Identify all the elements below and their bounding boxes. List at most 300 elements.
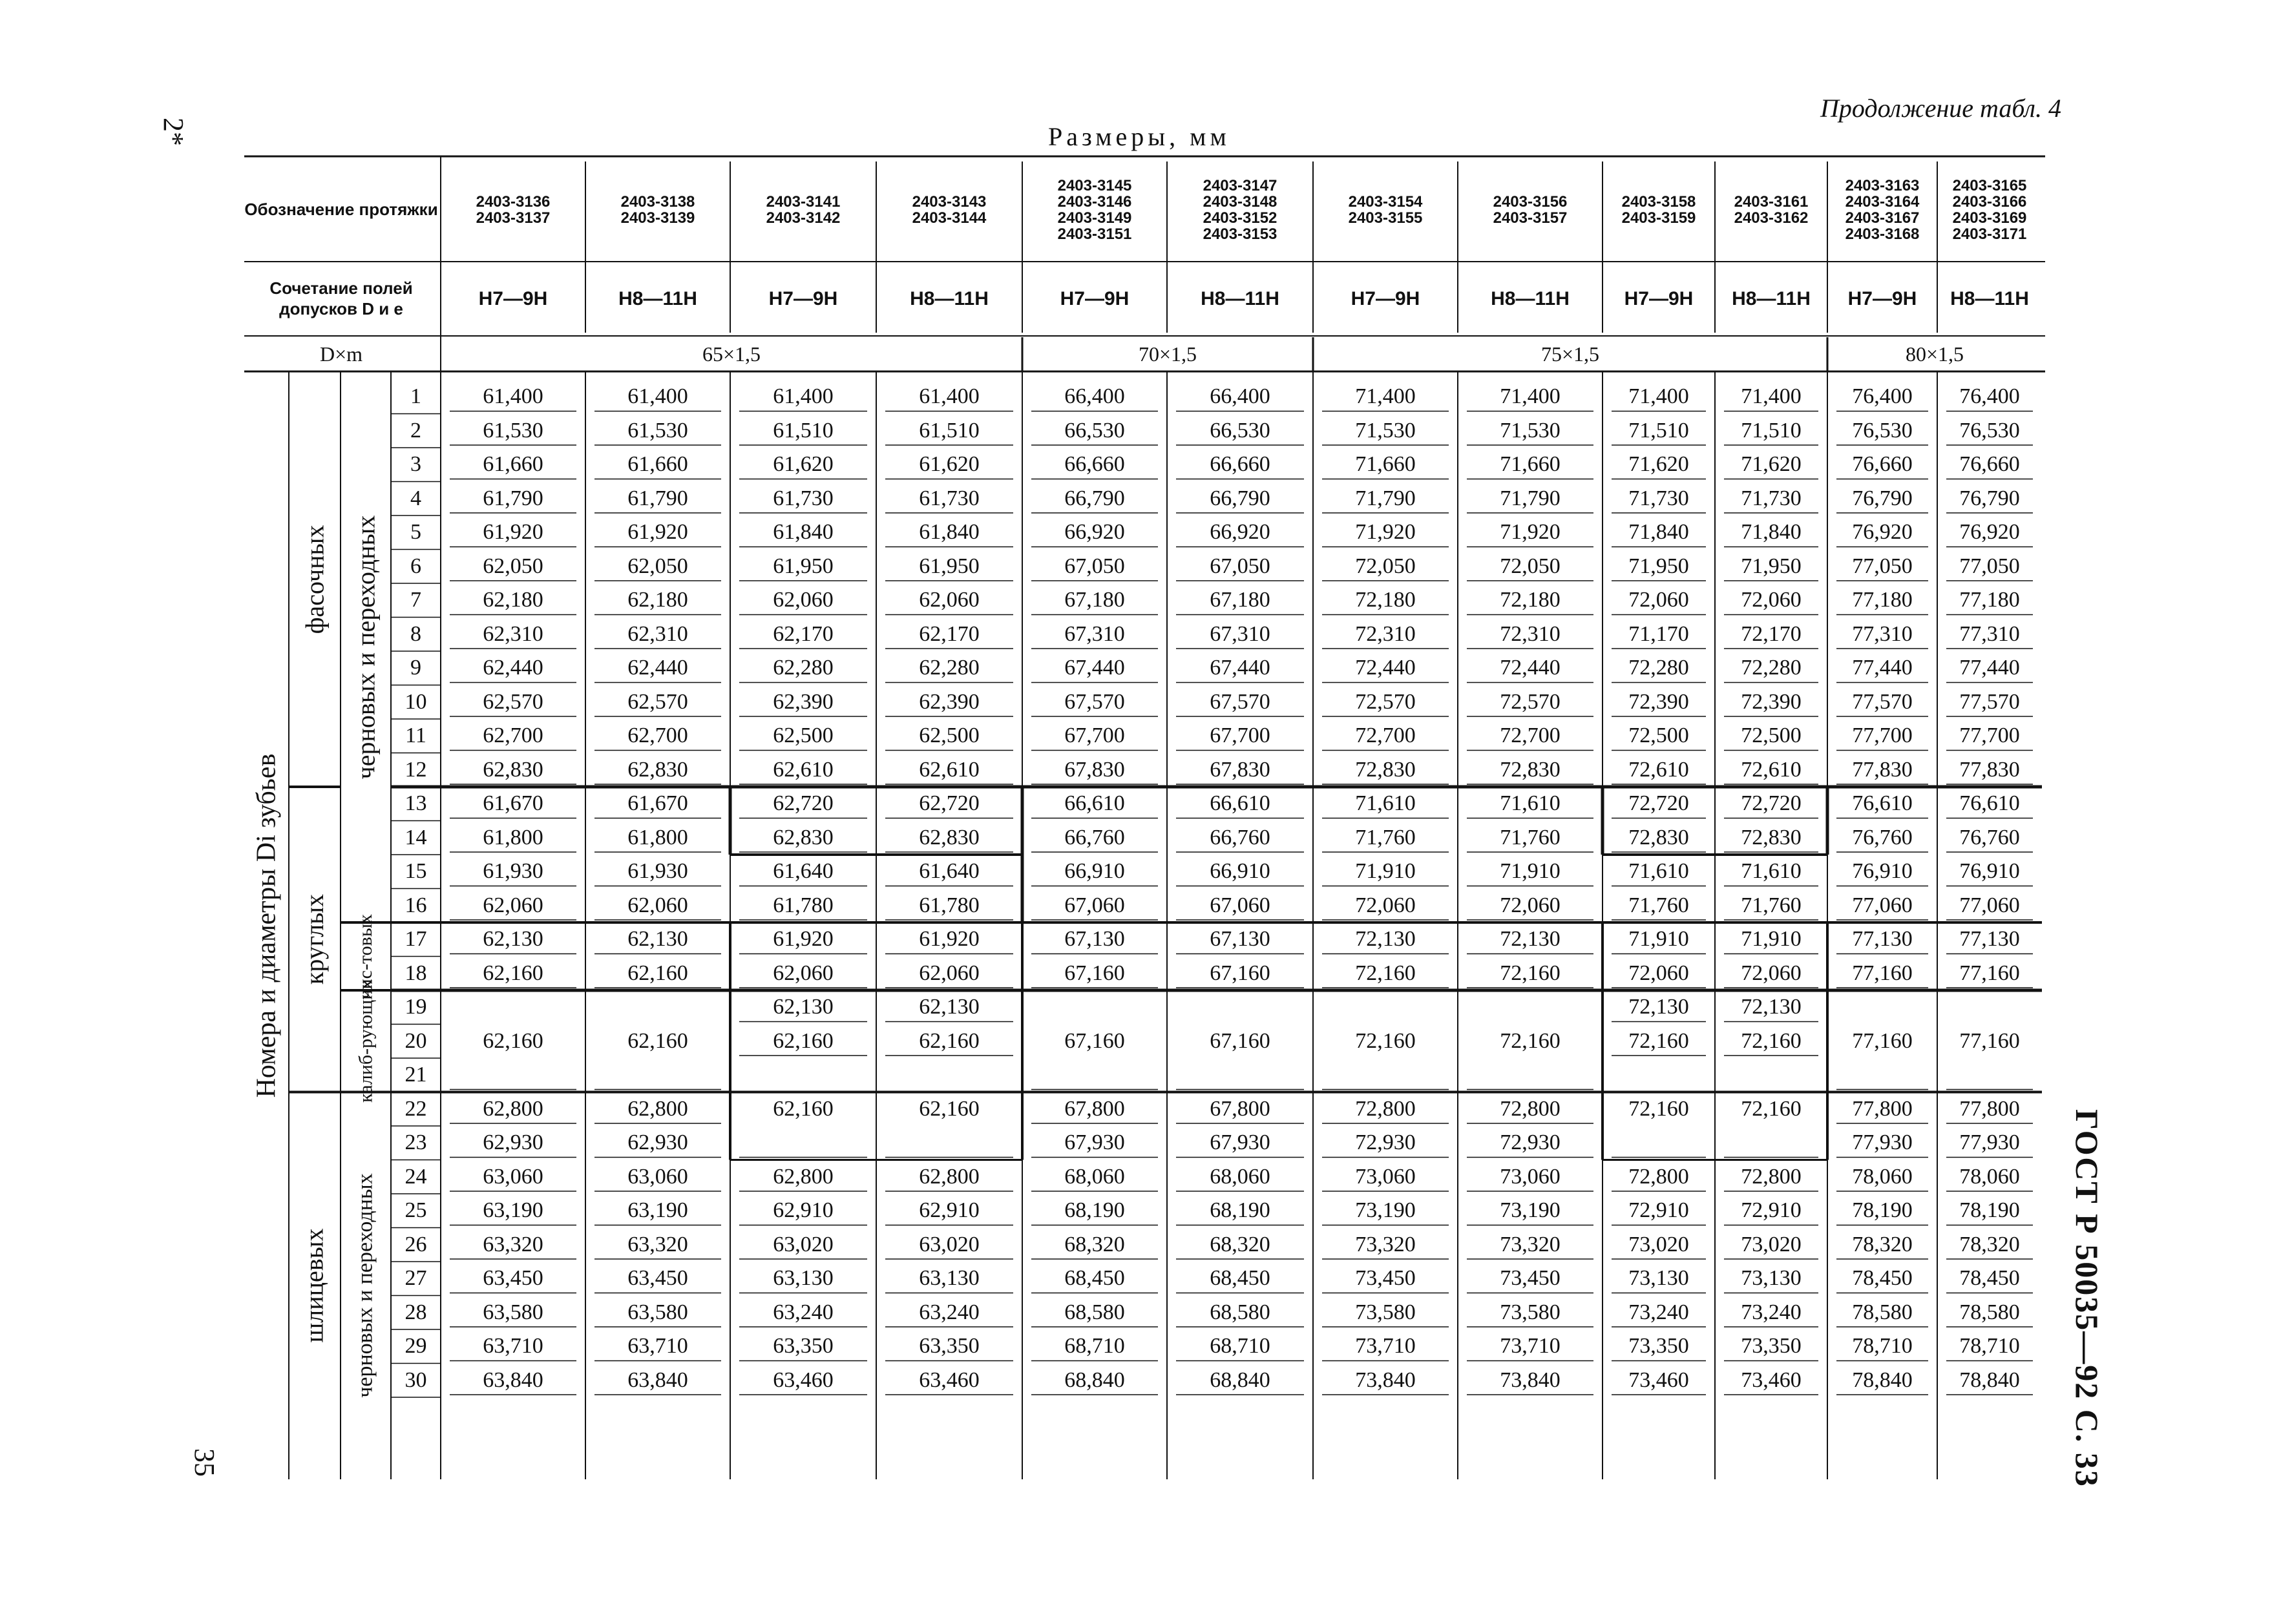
data-cell: 61,670 [483, 791, 543, 816]
data-cell: 72,060 [1628, 961, 1689, 985]
data-cell: 63,060 [627, 1164, 688, 1189]
data-cell: 68,580 [1210, 1300, 1270, 1324]
data-cell: 72,160 [1628, 1096, 1689, 1121]
data-cell: 62,610 [773, 757, 834, 782]
data-cell: 76,660 [1959, 452, 2020, 477]
data-cell: 76,610 [1852, 791, 1913, 816]
data-cell: 61,920 [773, 927, 834, 952]
data-cell: 63,240 [773, 1300, 834, 1324]
data-cell: 77,440 [1852, 656, 1913, 680]
data-cell: 71,530 [1500, 418, 1561, 442]
data-cell: 77,570 [1852, 689, 1913, 714]
data-cell: 76,530 [1959, 418, 2020, 442]
designation-col-12 [1937, 161, 2042, 258]
data-cell: 62,060 [773, 961, 834, 985]
data-cell: 62,130 [483, 927, 543, 952]
data-cell: 62,910 [773, 1198, 834, 1223]
row-number: 1 [410, 384, 421, 409]
data-cell: 68,320 [1210, 1232, 1270, 1256]
data-cell: 61,950 [919, 554, 980, 578]
side-document-label: ГОСТ Р 50035—92 С. 33 [2069, 1109, 2105, 1488]
data-cell: 61,800 [483, 825, 543, 849]
data-cell: 76,790 [1959, 486, 2020, 510]
data-cell: 78,710 [1852, 1334, 1913, 1359]
row-number: 13 [405, 791, 427, 816]
data-cell: 63,460 [919, 1368, 980, 1392]
data-cell: 62,930 [627, 1130, 688, 1155]
data-cell: 72,160 [1741, 1096, 1802, 1121]
data-cell: 72,800 [1741, 1164, 1802, 1189]
sub-label-kalibruyushchikh: калиб-рующих [355, 979, 377, 1103]
data-cell: 72,170 [1741, 621, 1802, 646]
data-cell: 71,910 [1628, 927, 1689, 952]
data-cell: 72,130 [1500, 927, 1561, 952]
data-cell: 67,160 [1064, 961, 1125, 985]
data-cell: 67,060 [1064, 893, 1125, 917]
data-cell: 71,760 [1500, 825, 1561, 849]
data-cell: 72,830 [1628, 825, 1689, 849]
data-cell: 62,830 [773, 825, 834, 849]
data-cell: 62,390 [773, 689, 834, 714]
designation-code: 2403-3157 [1493, 209, 1568, 227]
tolerance-col-4: H8—11H [910, 287, 989, 309]
data-cell: 61,620 [773, 452, 834, 477]
data-cell: 61,730 [773, 486, 834, 510]
designation-col-5 [1022, 161, 1167, 258]
designation-code: 2403-3168 [1845, 225, 1920, 244]
group-label-kruglykh: круглых [300, 894, 329, 985]
data-cell: 63,710 [627, 1334, 688, 1359]
data-cell: 63,840 [627, 1368, 688, 1392]
data-cell: 71,840 [1628, 520, 1689, 545]
designation-code: 2403-3146 [1057, 193, 1132, 211]
data-cell: 61,920 [627, 520, 688, 545]
data-cell: 62,060 [919, 961, 980, 985]
data-cell: 72,500 [1741, 724, 1802, 748]
designation-code: 2403-3138 [620, 193, 695, 211]
row-number: 18 [405, 961, 427, 985]
data-cell: 71,730 [1741, 486, 1802, 510]
data-cell: 71,950 [1741, 554, 1802, 578]
data-cell: 72,700 [1355, 724, 1416, 748]
designation-code: 2403-3149 [1057, 209, 1132, 227]
tolerance-col-11: H7—9H [1847, 287, 1917, 309]
data-cell: 71,730 [1628, 486, 1689, 510]
data-cell: 72,830 [1741, 825, 1802, 849]
data-cell: 63,580 [483, 1300, 543, 1324]
tolerance-col-10: H8—11H [1732, 287, 1811, 309]
data-cell: 62,280 [919, 656, 980, 680]
data-cell: 73,320 [1355, 1232, 1416, 1256]
data-cell: 62,160 [627, 1028, 688, 1053]
data-cell: 73,580 [1500, 1300, 1561, 1324]
designation-code: 2403-3147 [1203, 176, 1277, 194]
designation-code: 2403-3159 [1621, 209, 1696, 227]
data-cell: 72,830 [1500, 757, 1561, 782]
data-cell: 66,760 [1210, 825, 1270, 849]
data-cell: 66,910 [1064, 859, 1125, 884]
data-cell: 62,130 [773, 995, 834, 1019]
tolerance-col-5: H7—9H [1060, 287, 1130, 309]
tolerance-col-2: H8—11H [618, 287, 697, 309]
data-cell: 63,190 [627, 1198, 688, 1223]
data-cell: 72,610 [1628, 757, 1689, 782]
data-cell: 67,440 [1210, 656, 1270, 680]
tolerance-col-8: H8—11H [1491, 287, 1570, 309]
data-cell: 62,170 [919, 621, 980, 646]
data-cell: 72,280 [1741, 656, 1802, 680]
row-number: 8 [410, 621, 421, 646]
data-cell: 63,460 [773, 1368, 834, 1392]
data-cell: 62,390 [919, 689, 980, 714]
data-cell: 72,440 [1355, 656, 1416, 680]
data-cell: 62,830 [627, 757, 688, 782]
data-cell: 76,530 [1852, 418, 1913, 442]
row-number: 26 [405, 1232, 427, 1256]
tolerance-col-1: H7—9H [478, 287, 548, 309]
data-cell: 67,700 [1210, 724, 1270, 748]
designation-code: 2403-3164 [1845, 193, 1920, 211]
data-cell: 63,580 [627, 1300, 688, 1324]
data-cell: 61,840 [773, 520, 834, 545]
data-cell: 67,130 [1064, 927, 1125, 952]
data-cell: 63,020 [773, 1232, 834, 1256]
data-cell: 77,310 [1852, 621, 1913, 646]
data-cell: 72,130 [1628, 995, 1689, 1019]
continuation-label: Продолжение табл. 4 [1820, 94, 2061, 123]
data-cell: 62,160 [773, 1096, 834, 1121]
row-number: 21 [405, 1063, 427, 1087]
designation-code: 2403-3141 [766, 193, 841, 211]
data-cell: 62,610 [919, 757, 980, 782]
data-cell: 72,930 [1500, 1130, 1561, 1155]
data-cell: 72,310 [1355, 621, 1416, 646]
data-cell: 63,190 [483, 1198, 543, 1223]
data-cell: 72,180 [1355, 588, 1416, 612]
designation-code: 2403-3143 [912, 193, 987, 211]
data-cell: 76,400 [1852, 384, 1913, 409]
data-cell: 61,400 [919, 384, 980, 409]
designation-col-4 [876, 161, 1022, 258]
designation-code: 2403-3144 [912, 209, 987, 227]
data-cell: 76,760 [1959, 825, 2020, 849]
data-cell: 68,320 [1064, 1232, 1125, 1256]
data-cell: 62,700 [483, 724, 543, 748]
data-cell: 61,400 [627, 384, 688, 409]
designation-code: 2403-3167 [1845, 209, 1920, 227]
data-cell: 77,160 [1852, 961, 1913, 985]
data-cell: 78,060 [1852, 1164, 1913, 1189]
designation-code: 2403-3163 [1845, 176, 1920, 194]
data-cell: 67,180 [1210, 588, 1270, 612]
row-number: 27 [405, 1266, 427, 1291]
row-number: 7 [410, 588, 421, 612]
designation-col-2 [585, 161, 730, 258]
data-cell: 72,130 [1741, 995, 1802, 1019]
data-cell: 67,160 [1210, 961, 1270, 985]
data-cell: 71,400 [1500, 384, 1561, 409]
data-cell: 76,660 [1852, 452, 1913, 477]
data-cell: 62,830 [919, 825, 980, 849]
data-cell: 72,800 [1628, 1164, 1689, 1189]
data-cell: 61,400 [773, 384, 834, 409]
row-number: 4 [410, 486, 421, 510]
data-cell: 71,400 [1355, 384, 1416, 409]
data-cell: 62,060 [919, 588, 980, 612]
row-label-main: Номера и диаметры Di зубьев [251, 753, 282, 1098]
data-cell: 77,160 [1852, 1028, 1913, 1053]
data-cell: 71,400 [1741, 384, 1802, 409]
dxm-group-2: 70×1,5 [1138, 342, 1197, 366]
data-cell: 62,130 [627, 927, 688, 952]
data-cell: 76,910 [1852, 859, 1913, 884]
data-cell: 62,800 [483, 1096, 543, 1121]
data-cell: 63,320 [627, 1232, 688, 1256]
data-cell: 78,840 [1852, 1368, 1913, 1392]
data-cell: 67,310 [1210, 621, 1270, 646]
data-cell: 72,060 [1741, 588, 1802, 612]
data-cell: 67,050 [1064, 554, 1125, 578]
data-cell: 62,310 [627, 621, 688, 646]
data-cell: 67,800 [1064, 1096, 1125, 1121]
row-number: 2 [410, 418, 421, 442]
designation-code: 2403-3154 [1348, 193, 1423, 211]
data-cell: 72,160 [1500, 961, 1561, 985]
data-cell: 68,710 [1064, 1334, 1125, 1359]
data-cell: 62,440 [483, 656, 543, 680]
data-cell: 76,610 [1959, 791, 2020, 816]
data-cell: 72,570 [1355, 689, 1416, 714]
row-number: 12 [405, 757, 427, 782]
data-cell: 76,760 [1852, 825, 1913, 849]
row-number: 16 [405, 893, 427, 917]
data-cell: 62,800 [627, 1096, 688, 1121]
data-cell: 66,610 [1064, 791, 1125, 816]
row-number: 20 [405, 1028, 427, 1053]
data-cell: 62,060 [483, 893, 543, 917]
data-cell: 66,920 [1064, 520, 1125, 545]
data-cell: 78,450 [1959, 1266, 2020, 1291]
data-cell: 78,320 [1852, 1232, 1913, 1256]
dxm-group-1: 65×1,5 [702, 342, 761, 366]
data-cell: 73,460 [1741, 1368, 1802, 1392]
data-cell: 62,060 [773, 588, 834, 612]
data-cell: 72,280 [1628, 656, 1689, 680]
designation-code: 2403-3156 [1493, 193, 1568, 211]
data-cell: 78,580 [1852, 1300, 1913, 1324]
data-cell: 77,440 [1959, 656, 2020, 680]
designation-code: 2403-3152 [1203, 209, 1277, 227]
data-cell: 73,840 [1355, 1368, 1416, 1392]
row-number: 14 [405, 825, 427, 849]
data-cell: 68,710 [1210, 1334, 1270, 1359]
data-cell: 66,530 [1210, 418, 1270, 442]
data-cell: 68,190 [1210, 1198, 1270, 1223]
data-cell: 62,310 [483, 621, 543, 646]
data-cell: 62,280 [773, 656, 834, 680]
designation-code: 2403-3161 [1734, 193, 1809, 211]
data-cell: 63,320 [483, 1232, 543, 1256]
data-cell: 76,400 [1959, 384, 2020, 409]
data-cell: 77,800 [1959, 1096, 2020, 1121]
designation-code: 2403-3153 [1203, 225, 1277, 244]
designation-code: 2403-3169 [1952, 209, 2027, 227]
data-cell: 61,930 [483, 859, 543, 884]
data-cell: 62,500 [919, 724, 980, 748]
data-cell: 62,440 [627, 656, 688, 680]
data-cell: 71,790 [1355, 486, 1416, 510]
designation-code: 2403-3151 [1057, 225, 1132, 244]
row-number: 23 [405, 1130, 427, 1155]
data-cell: 62,050 [627, 554, 688, 578]
data-cell: 73,020 [1741, 1232, 1802, 1256]
data-cell: 71,760 [1628, 893, 1689, 917]
data-cell: 62,130 [919, 995, 980, 1019]
table-caption: Размеры, мм [1048, 122, 1230, 151]
data-cell: 67,060 [1210, 893, 1270, 917]
data-cell: 61,530 [627, 418, 688, 442]
designation-code: 2403-3171 [1952, 225, 2027, 244]
data-cell: 62,050 [483, 554, 543, 578]
data-cell: 71,620 [1741, 452, 1802, 477]
data-cell: 71,790 [1500, 486, 1561, 510]
data-cell: 73,240 [1628, 1300, 1689, 1324]
data-cell: 73,130 [1741, 1266, 1802, 1291]
data-cell: 62,570 [483, 689, 543, 714]
data-cell: 72,700 [1500, 724, 1561, 748]
data-cell: 73,190 [1500, 1198, 1561, 1223]
data-cell: 77,060 [1852, 893, 1913, 917]
data-cell: 77,700 [1852, 724, 1913, 748]
data-cell: 77,060 [1959, 893, 2020, 917]
data-cell: 77,310 [1959, 621, 2020, 646]
designation-code: 2403-3165 [1952, 176, 2027, 194]
tolerance-col-3: H7—9H [768, 287, 838, 309]
data-cell: 67,830 [1064, 757, 1125, 782]
data-cell: 62,500 [773, 724, 834, 748]
data-cell: 71,510 [1741, 418, 1802, 442]
data-cell: 67,160 [1210, 1028, 1270, 1053]
data-cell: 72,310 [1500, 621, 1561, 646]
designation-code: 2403-3158 [1621, 193, 1696, 211]
row-number: 15 [405, 859, 427, 884]
data-cell: 68,190 [1064, 1198, 1125, 1223]
data-cell: 77,160 [1959, 961, 2020, 985]
data-cell: 72,160 [1741, 1028, 1802, 1053]
data-cell: 67,570 [1210, 689, 1270, 714]
data-cell: 72,130 [1355, 927, 1416, 952]
group-label-shlitsevykh: шлицевых [300, 1228, 329, 1343]
data-cell: 63,130 [773, 1266, 834, 1291]
data-cell: 66,400 [1064, 384, 1125, 409]
data-cell: 61,930 [627, 859, 688, 884]
tolerance-col-9: H7—9H [1624, 287, 1694, 309]
designation-code: 2403-3145 [1057, 176, 1132, 194]
data-cell: 73,710 [1355, 1334, 1416, 1359]
data-cell: 68,060 [1064, 1164, 1125, 1189]
data-cell: 78,450 [1852, 1266, 1913, 1291]
data-cell: 67,180 [1064, 588, 1125, 612]
data-cell: 63,020 [919, 1232, 980, 1256]
data-cell: 67,130 [1210, 927, 1270, 952]
data-cell: 62,180 [483, 588, 543, 612]
data-cell: 62,800 [773, 1164, 834, 1189]
dxm-group-4: 80×1,5 [1905, 342, 1964, 366]
designation-code: 2403-3136 [476, 193, 551, 211]
sub-label-chernovykh-perekhodnykh-2: черновых и переходных [353, 1173, 378, 1398]
data-cell: 71,760 [1355, 825, 1416, 849]
sub-label-chernovykh-perekhodnykh: черновых и переходных [351, 515, 381, 779]
data-cell: 73,130 [1628, 1266, 1689, 1291]
data-cell: 68,840 [1064, 1368, 1125, 1392]
designation-col-3 [730, 161, 876, 258]
data-cell: 67,800 [1210, 1096, 1270, 1121]
data-cell: 72,050 [1355, 554, 1416, 578]
data-cell: 71,760 [1741, 893, 1802, 917]
data-cell: 71,660 [1355, 452, 1416, 477]
data-cell: 66,790 [1210, 486, 1270, 510]
data-cell: 66,920 [1210, 520, 1270, 545]
data-cell: 72,930 [1355, 1130, 1416, 1155]
data-cell: 72,390 [1741, 689, 1802, 714]
data-cell: 71,840 [1741, 520, 1802, 545]
data-cell: 71,920 [1355, 520, 1416, 545]
data-cell: 62,800 [919, 1164, 980, 1189]
data-cell: 66,400 [1210, 384, 1270, 409]
data-cell: 72,050 [1500, 554, 1561, 578]
data-cell: 61,950 [773, 554, 834, 578]
data-cell: 67,440 [1064, 656, 1125, 680]
data-cell: 66,530 [1064, 418, 1125, 442]
data-cell: 61,660 [627, 452, 688, 477]
row-number: 17 [405, 927, 427, 952]
data-cell: 72,060 [1355, 893, 1416, 917]
data-cell: 73,450 [1355, 1266, 1416, 1291]
data-cell: 73,060 [1355, 1164, 1416, 1189]
data-cell: 73,580 [1355, 1300, 1416, 1324]
data-cell: 77,130 [1959, 927, 2020, 952]
data-cell: 66,660 [1210, 452, 1270, 477]
tolerance-col-6: H8—11H [1201, 287, 1279, 309]
data-cell: 66,610 [1210, 791, 1270, 816]
data-cell: 72,720 [1741, 791, 1802, 816]
data-cell: 71,610 [1741, 859, 1802, 884]
data-cell: 77,830 [1852, 757, 1913, 782]
row-number: 29 [405, 1334, 427, 1359]
data-cell: 62,060 [627, 893, 688, 917]
data-cell: 61,510 [773, 418, 834, 442]
data-cell: 63,240 [919, 1300, 980, 1324]
data-cell: 72,800 [1355, 1096, 1416, 1121]
designation-code: 2403-3139 [620, 209, 695, 227]
data-cell: 63,450 [627, 1266, 688, 1291]
data-cell: 77,130 [1852, 927, 1913, 952]
tolerance-col-12: H8—11H [1950, 287, 2029, 309]
corner-mark: 2* [158, 118, 189, 146]
data-cell: 62,700 [627, 724, 688, 748]
data-cell: 73,840 [1500, 1368, 1561, 1392]
data-cell: 63,450 [483, 1266, 543, 1291]
row-number: 28 [405, 1300, 427, 1324]
data-cell: 67,160 [1064, 1028, 1125, 1053]
data-cell: 68,450 [1210, 1266, 1270, 1291]
designation-col-1 [441, 161, 585, 258]
data-cell: 72,160 [1355, 961, 1416, 985]
data-cell: 72,800 [1500, 1096, 1561, 1121]
group-label-fasochnykh: фасочных [300, 525, 330, 634]
data-cell: 67,570 [1064, 689, 1125, 714]
data-cell: 72,060 [1628, 588, 1689, 612]
